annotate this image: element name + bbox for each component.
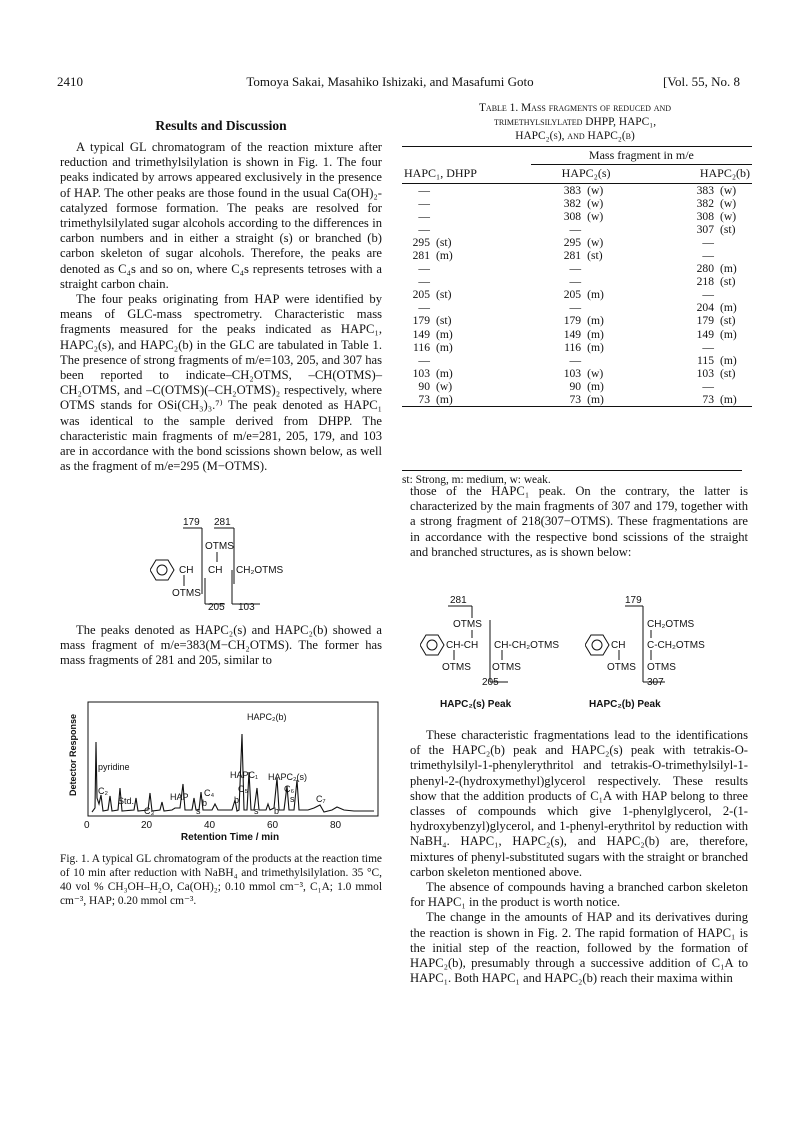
ch2otms-group: CH₂OTMS <box>647 619 695 630</box>
fragment-value: 218 <box>696 275 714 289</box>
intensity-label: (w) <box>587 209 604 223</box>
x-tick-label: 80 <box>330 820 342 831</box>
intensity-label: (st) <box>436 288 452 302</box>
intensity-label: (w) <box>587 366 604 380</box>
intensity-label: (m) <box>436 393 453 406</box>
intensity-label: (w) <box>587 196 604 210</box>
intensity-label: (w) <box>587 235 604 249</box>
peak-label-hap: HAP <box>170 792 189 802</box>
paragraph: The four peaks originating from HAP were identified by means of GLC-mass spectrometry. Characteristic mass fragments measured for the peaks indicated as HAPC₁, HAPC₂(s), and HAPC₂(b) in the GLC are tabulated in Table 1. The presence of strong fragments of m/e=103, 205, and 307 has been reported to indicate–CH₂OTMS, –CH(OTMS)–CH₂OTMS, and –C(OTMS)(–CH₂OTMS)₂ respectively, where OTMS stands for OSi(CH₃)₃.⁷⁾ The peak denoted as HAPC₁ was identical to the sample derived from DHPP. The characteristic main fragments of m/e=281, 205, 179, and 103 are in accordance with the bond scissions shown below, as well as the fragment of m/e=295 (M−OTMS). <box>60 292 382 474</box>
table-row <box>402 183 752 197</box>
table-row <box>402 367 752 380</box>
table-title-line: HAPC₂(s), and HAPC₂(b) <box>515 130 635 142</box>
table-cell <box>531 341 642 354</box>
intensity-label: (st) <box>436 314 452 328</box>
table-cell <box>531 197 642 210</box>
table-row <box>402 341 752 354</box>
intensity-label: (m) <box>720 262 737 276</box>
benzene-ring <box>150 560 174 580</box>
paragraph: These characteristic fragmentations lead to the identifications of the HAPC₂(b) peak and HAPC₂(s) peak with tetrakis-O-trimethylsilyl-1-phenylerythritol and tetrakis-O-trimethylsilyl-1-phenyl-2-(hydroxymethyl)glycerol respectively. These results show that the addition products of C₁A with HAP belong to three classes of compounds which give 1-phenylglycerol, 2-(1-hydroxybenzyl)glycerol, and 1-phenyl-erythritol by reduction with NaBH₄. HAPC₁, HAPC₂(s), and HAPC₂(b) are, therefore, mixtures of phenyl-substituted sugars with the straight or branched carbon skeleton mentioned above. <box>410 728 748 879</box>
right-column-text <box>410 484 748 560</box>
intensity-label: (w) <box>720 196 737 210</box>
section-title: Results and Discussion <box>155 118 287 133</box>
table-cell <box>402 197 531 210</box>
table-row <box>402 249 752 262</box>
fragment-value: — <box>569 301 582 315</box>
table-cell <box>641 380 752 393</box>
x-tick-label: 60 <box>267 820 279 831</box>
table-cell <box>641 314 752 327</box>
fragment-value: 382 <box>563 196 582 210</box>
table-row <box>402 301 752 314</box>
fragment-value: 383 <box>563 183 582 197</box>
benzene-ring <box>585 635 609 655</box>
group-header: Mass fragment in m/e <box>531 147 752 165</box>
table-cell <box>641 328 752 341</box>
fragment-value: 73 <box>702 393 714 406</box>
table-cell <box>531 301 642 314</box>
peak-label-std: Std. <box>118 796 135 806</box>
fragment-value: — <box>702 235 714 249</box>
intensity-label: (m) <box>587 314 604 328</box>
fragment-value: 204 <box>696 301 714 315</box>
fragment-value: 115 <box>697 353 714 367</box>
fragment-value: — <box>418 275 430 289</box>
peak-label-c5-b: b <box>234 795 240 805</box>
otms-group: OTMS <box>442 662 471 673</box>
fragment-value: — <box>702 248 714 262</box>
peak-label-c5-s: s <box>254 806 259 816</box>
otms-group: OTMS <box>172 588 201 599</box>
chch-group: CH-CH <box>446 640 479 651</box>
otms-group: OTMS <box>647 662 676 673</box>
intensity-label: (m) <box>720 353 737 367</box>
intensity-label: (m) <box>720 301 737 315</box>
fragment-value: — <box>418 301 430 315</box>
table-cell <box>402 314 531 327</box>
table-cell <box>641 354 752 367</box>
paragraph: The peaks denoted as HAPC₂(s) and HAPC₂(b) showed a mass fragment of m/e=383(M−CH₂OTMS). The former has mass fragments of 281 and 205, similar to <box>60 623 382 668</box>
table-cell <box>531 288 642 301</box>
table-cell <box>531 314 642 327</box>
table-cell <box>402 262 531 275</box>
fragment-value: — <box>418 183 430 197</box>
table-cell <box>402 223 531 236</box>
fragment-value: 281 <box>412 248 430 262</box>
table-cell <box>531 328 642 341</box>
fragment-value: — <box>569 275 582 289</box>
table-cell <box>641 275 752 288</box>
fragment-label: 281 <box>450 595 467 606</box>
fragment-value: 280 <box>696 262 714 276</box>
intensity-label: (st) <box>436 235 452 249</box>
intensity-label: (st) <box>720 275 736 289</box>
table-row <box>402 380 752 393</box>
table-row <box>402 275 752 288</box>
fragment-value: 116 <box>564 340 582 354</box>
fragment-value: — <box>702 288 714 302</box>
table-row <box>402 393 752 407</box>
table-cell <box>402 210 531 223</box>
benzene-ring <box>420 635 444 655</box>
table-cell <box>531 236 642 249</box>
ch-group: CH <box>179 565 194 576</box>
table-cell <box>402 275 531 288</box>
fragment-value: 179 <box>696 314 714 328</box>
peak-label-pyridine: pyridine <box>98 762 130 772</box>
left-column-text <box>60 140 382 474</box>
table-cell <box>531 354 642 367</box>
fragment-value: — <box>569 353 582 367</box>
peak-label-c5: C₅ <box>238 784 249 794</box>
fragment-value: — <box>418 222 430 236</box>
left-column-text-2 <box>60 623 382 669</box>
hapc1-structure <box>150 512 350 614</box>
table-title-line: Table 1. Mass fragments of reduced and <box>478 102 672 114</box>
fragment-value: 90 <box>569 379 582 393</box>
ch2otms-group: CH₂OTMS <box>236 565 284 576</box>
structure-caption: HAPC₂(b) Peak <box>589 699 661 710</box>
fragment-value: 281 <box>563 248 582 262</box>
intensity-label: (m) <box>587 379 604 393</box>
intensity-label: (m) <box>436 327 453 341</box>
paragraph: A typical GL chromatogram of the reaction mixture after reduction and trimethylsilylation is shown in Fig. 1. The four peaks indicated by arrows appeared exclusively in the presence of HAP. The other peaks are those found in the usual Ca(OH)₂-catalyzed formose formation. The peaks are resolved for trimethylsilylated sugar alcohols according to the differences in carbon numbers and in either a straight (s) or branched (b) carbon skeleton of sugar alcohols. Therefore, the peaks are denoted as C₄s and so on, where C₄s represents tetroses with a straight carbon chain. <box>60 140 382 291</box>
table-cell <box>641 393 752 407</box>
intensity-label: (m) <box>720 327 737 341</box>
x-tick-label: 40 <box>204 820 216 831</box>
table-cell <box>402 236 531 249</box>
table-title <box>400 101 750 143</box>
table-cell <box>402 288 531 301</box>
ch-group: CH <box>208 565 223 576</box>
table-cell <box>531 210 642 223</box>
table-cell <box>531 183 642 197</box>
intensity-label: (w) <box>720 209 737 223</box>
fragment-value: — <box>418 209 430 223</box>
x-tick-label: 20 <box>141 820 153 831</box>
column-header: HAPC₂(s) <box>561 166 611 181</box>
otms-group: OTMS <box>205 541 234 552</box>
table-cell <box>402 328 531 341</box>
fragment-value: 149 <box>696 327 714 341</box>
table-row <box>402 210 752 223</box>
table-cell <box>531 393 642 407</box>
otms-group: OTMS <box>492 662 521 673</box>
benzene-ring <box>157 565 167 575</box>
intensity-label: (st) <box>720 222 736 236</box>
intensity-label: (m) <box>587 288 604 302</box>
figure-caption: Fig. 1. A typical GL chromatogram of the products at the reaction time of 10 min after reduction with NaBH₄ and trimethylsilylation. 35 °C, 40 vol % CH₃OH–H₂O, Ca(OH)₂; 0.10 mmol cm⁻³, C₁A; 1.0 mmol cm⁻³, HAP; 0.20 mmol cm⁻³. <box>60 853 382 907</box>
chch2otms-group: CH-CH₂OTMS <box>494 640 559 651</box>
fragment-value: 90 <box>418 379 430 393</box>
otms-group: OTMS <box>607 662 636 673</box>
right-column-text-2 <box>410 728 748 986</box>
x-tick-label: 0 <box>84 820 90 831</box>
volume-info: [Vol. 55, No. 8 <box>662 74 740 89</box>
fragment-value: 149 <box>563 327 582 341</box>
paragraph: The change in the amounts of HAP and its derivatives during the reaction is shown in Fig. 2. The rapid formation of HAPC₁ is the initial step of the reaction, followed by the formation of HAPC₂(b), presumably through a successive addition of C₁A to HAPC₁. Both HAPC₁ and HAPC₂(b) reach their maxima within <box>410 910 748 986</box>
fragment-label: 307 <box>647 677 664 688</box>
intensity-label: (m) <box>720 393 737 406</box>
table-cell <box>641 197 752 210</box>
intensity-label: (st) <box>720 366 736 380</box>
fragment-value: 179 <box>412 314 430 328</box>
column-header: HAPC₁, DHPP <box>404 165 477 180</box>
fragment-value: 383 <box>696 183 714 197</box>
intensity-label: (m) <box>436 366 453 380</box>
fragment-value: 149 <box>412 327 430 341</box>
fragment-value: 205 <box>412 288 430 302</box>
table-cell <box>531 275 642 288</box>
fragment-value: 179 <box>563 314 582 328</box>
otms-group: OTMS <box>453 619 482 630</box>
fragment-label: 205 <box>482 677 499 688</box>
page-number: 2410 <box>57 74 83 89</box>
table-row <box>402 223 752 236</box>
table-cell <box>402 341 531 354</box>
table-title-line: trimethylsilylated DHPP, HAPC₁, <box>493 116 657 128</box>
fragment-value: — <box>569 262 582 276</box>
intensity-label: (w) <box>436 379 453 393</box>
intensity-label: (st) <box>587 248 603 262</box>
fragment-value: — <box>418 353 430 367</box>
hapc2s-structure <box>420 590 585 710</box>
fragment-value: 73 <box>569 393 582 406</box>
table-cell <box>402 249 531 262</box>
intensity-label: (w) <box>587 183 604 197</box>
fragment-value: 103 <box>696 366 714 380</box>
benzene-ring <box>592 640 602 650</box>
fragment-label: 179 <box>625 595 642 606</box>
fragment-value: 382 <box>696 196 714 210</box>
table-cell <box>641 236 752 249</box>
table-cell <box>402 380 531 393</box>
intensity-label: (m) <box>436 248 453 262</box>
table-cell <box>402 367 531 380</box>
table-cell <box>402 393 531 407</box>
table-cell <box>402 301 531 314</box>
paragraph: those of the HAPC₁ peak. On the contrary, the latter is characterized by the main fragments of 307 and 179, together with a strong fragment of 218(307−OTMS). These fragmentations are in accordance with the respective bond scissions of the straight and branched structures, as is shown below: <box>410 484 748 559</box>
table-cell <box>641 288 752 301</box>
intensity-label: (m) <box>587 327 604 341</box>
table-cell <box>641 249 752 262</box>
y-axis-label: Detector Response <box>68 713 78 796</box>
fragment-value: — <box>418 196 430 210</box>
fragment-value: 73 <box>418 393 430 406</box>
hapc2b-structure <box>585 590 745 710</box>
column-header: HAPC₂(b) <box>699 166 750 181</box>
intensity-label: (w) <box>720 183 737 197</box>
intensity-label: (m) <box>587 340 604 354</box>
fragment-value: 116 <box>413 340 430 354</box>
table-cell <box>402 183 531 197</box>
peak-label-hapc2b: HAPC₂(b) <box>247 712 287 722</box>
fragment-value: 103 <box>412 366 430 380</box>
table-row <box>402 314 752 327</box>
fragment-value: — <box>418 262 430 276</box>
fragment-value: 295 <box>563 235 582 249</box>
fragment-label: 103 <box>238 602 255 613</box>
peak-label-c2: C₂ <box>98 786 108 796</box>
peak-label-c4: C₄ <box>204 788 215 798</box>
fragment-value: — <box>702 340 714 354</box>
table-cell <box>641 262 752 275</box>
table-row <box>402 262 752 275</box>
fragment-label: 281 <box>214 517 231 528</box>
table-cell <box>531 223 642 236</box>
peak-label-hapc2s: HAPC₂(s) <box>268 772 307 782</box>
table-cell <box>402 354 531 367</box>
peak-label-c6: C₆ <box>284 784 295 794</box>
table-cell <box>531 249 642 262</box>
structure-caption: HAPC₂(s) Peak <box>440 699 512 710</box>
peak-label-c4-b: b <box>202 798 208 808</box>
fragment-value: 205 <box>563 288 582 302</box>
table-cell <box>641 367 752 380</box>
chromatogram-figure <box>62 700 382 818</box>
ch-group: CH <box>611 640 626 651</box>
peak-label-c3: C₃ <box>144 806 155 816</box>
fragment-value: 103 <box>563 366 582 380</box>
mass-fragment-table <box>402 146 752 407</box>
table-cell <box>641 223 752 236</box>
table-cell <box>641 341 752 354</box>
table-cell <box>641 301 752 314</box>
fragment-value: 308 <box>696 209 714 223</box>
table-row <box>402 236 752 249</box>
fragment-label: 205 <box>208 602 225 613</box>
fragment-value: 307 <box>696 222 714 236</box>
cch2otms-group: C-CH₂OTMS <box>647 640 705 651</box>
intensity-label: (m) <box>587 393 604 406</box>
intensity-label: (st) <box>720 314 736 328</box>
paragraph: The absence of compounds having a branched carbon skeleton for HAPC₁ in the product is worth notice. <box>410 880 748 910</box>
peak-label-hapc1: HAPC₁ <box>230 770 259 780</box>
intensity-label: (m) <box>436 340 453 354</box>
peak-label-c6-b: b <box>274 806 280 816</box>
table-cell <box>531 367 642 380</box>
table-cell <box>531 380 642 393</box>
fragment-value: 308 <box>563 209 582 223</box>
table-row <box>402 354 752 367</box>
running-authors: Tomoya Sakai, Masahiko Ishizaki, and Masafumi Goto <box>246 74 534 89</box>
fragment-value: — <box>702 379 714 393</box>
x-axis-label: Retention Time / min <box>180 832 280 843</box>
table-cell <box>641 210 752 223</box>
fragment-value: — <box>569 222 582 236</box>
table-cell <box>531 262 642 275</box>
peak-label-c7: C₇ <box>316 794 326 804</box>
peak-label-c6-s: s <box>290 794 295 804</box>
table-footnote: st: Strong, m: medium, w: weak. <box>402 470 742 487</box>
table-row <box>402 288 752 301</box>
fragment-label: 179 <box>183 517 200 528</box>
table-row <box>402 328 752 341</box>
fragment-value: 295 <box>412 235 430 249</box>
table-cell <box>641 183 752 197</box>
benzene-ring <box>427 640 437 650</box>
table-row <box>402 197 752 210</box>
peak-label-c4-s: s <box>196 806 201 816</box>
